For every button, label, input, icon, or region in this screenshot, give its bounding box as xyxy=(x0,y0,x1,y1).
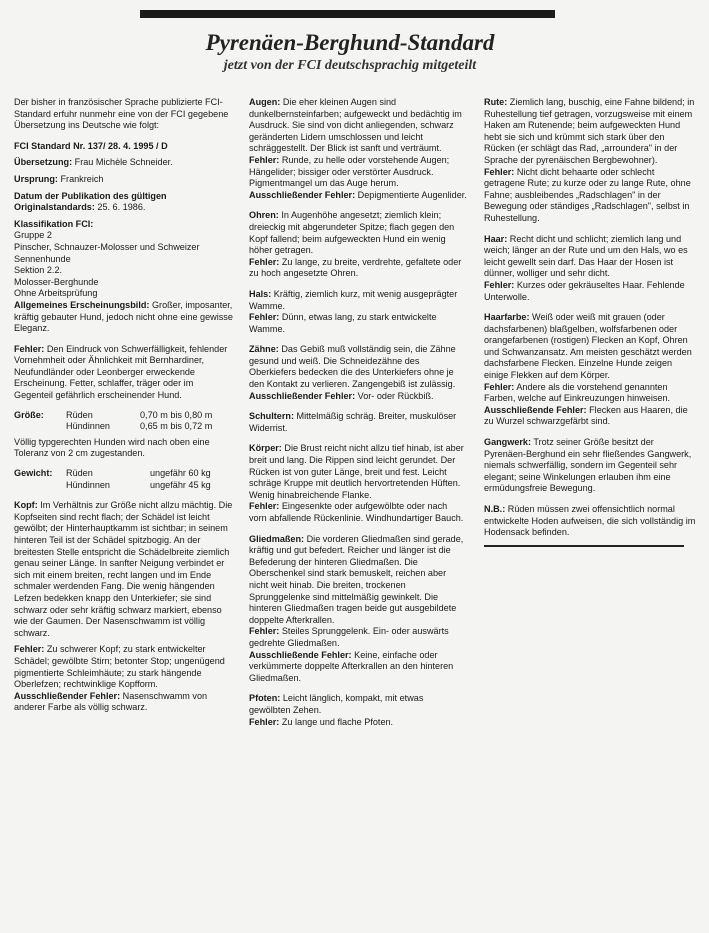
classification-item: Sektion 2.2. xyxy=(14,265,63,276)
head-section: Kopf: Im Verhältnis zur Größe nicht allzu mächtig. Die Kopfseiten sind recht flach; der Schädel ist leicht gewölbt; der Hinterhauptkamm ist sichtbar; in seinem hinteren Teil ist der Schädel spitzbogig. An der breitesten Stelle entspricht die Schädelbreite ziemlich genau seiner Länge. In sanfter Neigung verbindet er sich mit einem breiten, recht langen und im Ende schmaler werdenden Fang. Die wenig hängenden Lefzen bedekken knapp den Unterkiefer; sie sind schwarz oder sehr kräftig schwarz markiert, ebenso wie der Gaumen. Der Nasenschwamm ist völlig schwarz. xyxy=(14,500,233,638)
eyes-section: Augen: Die eher kleinen Augen sind dunkelbernsteinfarben; aufgeweckt und bedächtig im Ausdruck. Sie sind von dicht anliegenden, schwarz geränderten Lidern umschlossen und leicht schräggestellt. Der Blick ist sanft und verträumt. xyxy=(249,97,462,154)
classification-block: Klassifikation FCI: Gruppe 2 Pinscher, Schnauzer-Molosser und Schweizer Sennenhunde Sektion 2.2. Molosser-Berghunde Ohne Arbeitsprüfung xyxy=(14,219,234,300)
color-disqualifying: Ausschließende Fehler: Flecken aus Haaren, die zu Wurzel schwarzgefärbt sind. xyxy=(484,404,688,427)
top-rule xyxy=(140,10,555,18)
paws-section: Pfoten: Leicht länglich, kompakt, mit etwas gewölbten Zehen. xyxy=(249,693,424,715)
paws-faults: Fehler: Zu lange und flache Pfoten. xyxy=(249,716,394,727)
body-section: Körper: Die Brust reicht nicht allzu tief hinab, ist aber breit und lang. Die Rippen sind leicht gerundet. Der Rücken ist von guter Länge, breit und fest. Leicht schräge Kruppe mit deutlich hervortretenden Hüften. Wenig hinabreichende Flanke. xyxy=(249,443,464,500)
ears-section: Ohren: In Augenhöhe angesetzt; ziemlich klein; dreieckig mit abgerundeter Spitze; flach gegen den Kopf fallend; beim aufgeweckten Hund ein wenig höher getragen. xyxy=(249,210,455,256)
teeth-disqualifying: Ausschließender Fehler: Vor- oder Rückbiß. xyxy=(249,390,434,401)
column-3 xyxy=(484,97,696,547)
tail-section: Rute: Ziemlich lang, buschig, eine Fahne bildend; in Ruhestellung tief getragen, vorzugsweise mit einem Haken am Rutenende; beim aufgeweckten Hund hebt sie sich und krümmt sich stark über den Rücken (er schlägt das Rad, „arroundera" in der Sprache der pyrenäischen Bergbewohner). xyxy=(484,97,695,165)
article-title: Pyrenäen-Berghund-Standard xyxy=(205,30,495,55)
coat-faults: Fehler: Kurzes oder gekräuseltes Haar. Fehlende Unterwolle. xyxy=(484,279,685,302)
publication-date: Datum der Publikation des gültigen Originalstandards: 25. 6. 1986. xyxy=(14,190,167,213)
classification-item: Gruppe 2 xyxy=(14,230,52,241)
eyes-faults: Fehler: Runde, zu helle oder vorstehende Augen; Hängelider; bissiger oder verstörter Ausdruck. Pigmentmangel um das Auge herum. xyxy=(249,154,450,189)
size-tolerance: Völlig typgerechten Hunden wird nach oben eine Toleranz von 2 cm zugestanden. xyxy=(14,436,210,459)
color-section: Haarfarbe: Weiß oder weiß mit grauen (oder dachsfarbenen) blaßgelben, wolfsfarbenen oder orangefarbenen (rostigen) Flecken an Kopf, Ohren und Schwanzansatz. Am meisten geschätzt werden dachsfarbene Flecken. Einzelne Hunde zeigen einige Flekken auf dem Körper. xyxy=(484,312,692,381)
classification-item: Pinscher, Schnauzer-Molosser und Schweizer Sennenhunde xyxy=(14,241,200,264)
general-appearance: Allgemeines Erscheinungsbild: Großer, imposanter, kräftig gebauter Hund, jedoch nicht ohne eine gewisse Eleganz. xyxy=(14,299,233,334)
body-faults: Fehler: Eingesenkte oder aufgewölbte oder nach vorn abfallende Rückenlinie. Windhundartiger Bauch. xyxy=(249,501,464,523)
tail-faults: Fehler: Nicht dicht behaarte oder schlecht getragene Rute; zu kurze oder zu lange Rute, ohne Fahne; ausbleibendes „Radschlagen" in der Bewegung oder ständiges „Radschlagen", selbst in Ruhestellung. xyxy=(484,166,691,223)
shoulders-section: Schultern: Mittelmäßig schräg. Breiter, muskulöser Widerrist. xyxy=(249,411,457,433)
ears-faults: Fehler: Zu lange, zu breite, verdrehte, gefaltete oder zu hoch angesetzte Ohren. xyxy=(249,256,462,279)
head-disqualifying: Ausschließender Fehler: Nasenschwamm von anderer Farbe als völlig schwarz. xyxy=(14,690,208,713)
gait-section: Gangwerk: Trotz seiner Größe besitzt der Pyrenäen-Berghund ein sehr fließendes Gangwerk, niemals schwerfällig, sondern im Gegenteil sehr elegant; seine Winkelungen erlauben ihm eine ermüdungsfreie Bewegung. xyxy=(484,437,692,494)
neck-section: Hals: Kräftig, ziemlich kurz, mit wenig ausgeprägter Wamme. xyxy=(249,288,458,311)
standard-number: FCI Standard Nr. 137/ 28. 4. 1995 / D xyxy=(14,140,168,151)
nb-note: N.B.: Rüden müssen zwei offensichtlich normal entwickelte Hoden aufweisen, die sich vollständig im Hodensack befinden. xyxy=(484,504,696,538)
column-1 xyxy=(14,97,234,719)
classification-item: Ohne Arbeitsprüfung xyxy=(14,288,98,299)
end-rule xyxy=(484,545,684,547)
faults-general: Fehler: Den Eindruck von Schwerfälligkeit, fehlender Vornehmheit oder Ähnlichkeit mit Bernhardiner, Neufundländer oder Leonberger erweckende Erscheinung. Fetter, schlaffer, träger oder im Gegenteil gefährlich erscheinender Hund. xyxy=(14,343,228,401)
article-subtitle: jetzt von der FCI deutschsprachig mitgeteilt xyxy=(223,58,477,73)
weight-table: Gewicht: Rüden ungefähr 60 kg Hündinnen ungefähr 45 kg xyxy=(14,468,211,490)
color-faults: Fehler: Andere als die vorstehend genannten Farben, welche auf Einkreuzungen hinweisen. xyxy=(484,381,671,404)
teeth-section: Zähne: Das Gebiß muß vollständig sein, die Zähne gesund und weiß. Die Schneidezähne des Oberkiefers bedecken die des Unterkiefers ohne je den Kontakt zu verlieren. Zangengebiß ist zulässig. xyxy=(249,344,456,390)
origin-line: Ursprung: Frankreich xyxy=(14,173,104,184)
intro-paragraph: Der bisher in französischer Sprache publizierte FCI-Standard erfuhr nunmehr eine von der FCI gegebene Übersetzung ins Deutsche wie folgt: xyxy=(14,97,229,131)
limbs-disqualifying: Ausschließende Fehler: Keine, einfache oder verkümmerte doppelte Afterkrallen an den hinteren Gliedmaßen. xyxy=(249,649,454,683)
classification-item: Molosser-Berghunde xyxy=(14,276,99,287)
coat-section: Haar: Recht dicht und schlicht; ziemlich lang und weich; länger an der Rute und um den Hals, wo es leicht gewellt sein darf. Das Haar der Hosen ist dünner, wolliger und sehr dicht. xyxy=(484,233,688,279)
head-faults: Fehler: Zu schwerer Kopf; zu stark entwickelter Schädel; gewölbte Stirn; betonter Stop; ungenügend pigmentierte Schleimhäute; zu stark hängende Oberlefzen; rechtwinklige Kopfform. xyxy=(14,644,225,690)
limbs-section: Gliedmaßen: Die vorderen Gliedmaßen sind gerade, kräftig und gut befedert. Reicher und länger ist die Befederung der hinteren Gliedmaßen. Die Oberschenkel sind stark bemuskelt, reichen aber nicht weit hinab. Die breiten, trockenen Sprunggelenke sind mittelmäßig gewinkelt. Die hinteren Gliedmaßen tragen beide gut ausgebildete doppelte Afterkrallen. xyxy=(249,533,464,625)
translation-line: Übersetzung: Frau Michèle Schneider. xyxy=(14,157,173,168)
size-table: Größe: Rüden 0,70 m bis 0,80 m Hündinnen 0,65 m bis 0,72 m xyxy=(14,409,213,432)
neck-faults: Fehler: Dünn, etwas lang, zu stark entwickelte Wamme. xyxy=(249,312,437,334)
column-2 xyxy=(249,97,467,733)
limbs-faults: Fehler: Steiles Sprunggelenk. Ein- oder auswärts gedrehte Gliedmaßen. xyxy=(249,626,449,648)
eyes-disqualifying: Ausschließender Fehler: Depigmentierte Augenlider. xyxy=(249,189,467,200)
